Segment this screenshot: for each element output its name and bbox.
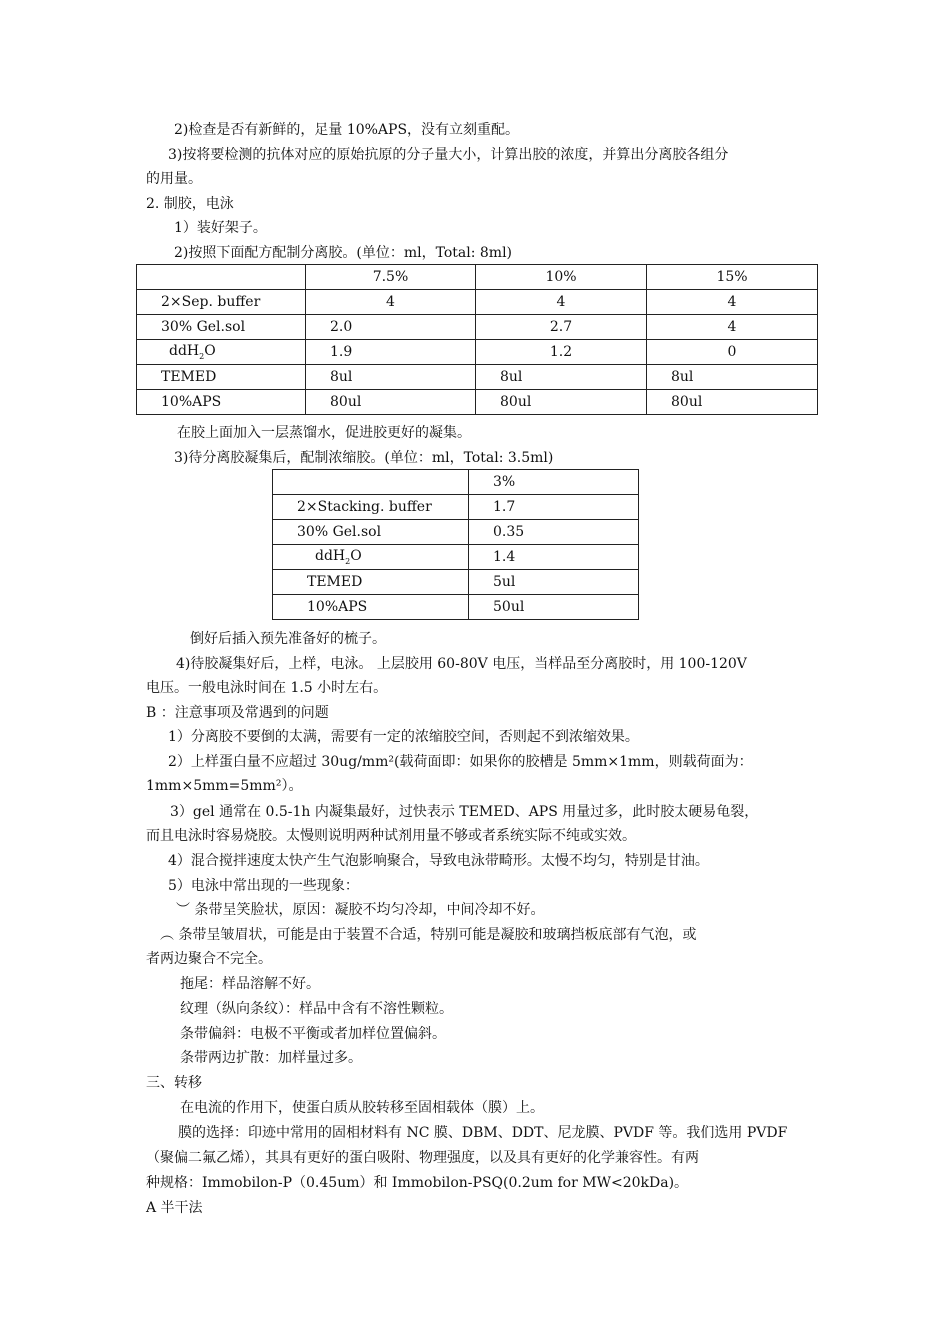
table-cell: 2.7 — [476, 315, 647, 340]
note-item-3-line2: 而且电泳时容易烧胶。太慢则说明两种试剂用量不够或者系统实际不纯或实效。 — [146, 828, 636, 844]
note-item-1: 1）分离胶不要倒的太满，需要有一定的浓缩胶空间，否则起不到浓缩效果。 — [168, 729, 639, 745]
section-heading-semi-dry: A 半干法 — [146, 1200, 203, 1216]
table-cell: 5ul — [469, 570, 639, 595]
paragraph-calc-gel-line1: 3)按将要检测的抗体对应的原始抗原的分子量大小，计算出胶的浓度，并算出分离胶各组分 — [168, 147, 729, 163]
table-header-cell: 15% — [647, 265, 818, 290]
table-cell: 4 — [306, 290, 476, 315]
reagent-name-text: O — [204, 343, 216, 360]
note-item-3-line1: 3）gel 通常在 0.5-1h 内凝集最好，过快表示 TEMED、APS 用量过多，此时胶太硬易龟裂， — [170, 804, 759, 820]
table-row — [137, 315, 818, 340]
paragraph-calc-gel-line2: 的用量。 — [146, 171, 202, 187]
table-cell: 1.2 — [476, 340, 647, 365]
paragraph-loading-line1: 4)待胶凝集好后，上样，电泳。 上层胶用 60-80V 电压，当样品至分离胶时，用 100-120V — [176, 656, 747, 672]
table-cell: 1.9 — [306, 340, 476, 365]
subscript-text: 2 — [199, 351, 205, 361]
table-row — [273, 570, 639, 595]
table-header-cell: 10% — [476, 265, 647, 290]
table-header-cell: 3% — [469, 470, 639, 495]
reagent-name-text: ddH — [169, 343, 200, 360]
paragraph-membrane-line3: 种规格：Immobilon-P（0.45um）和 Immobilon-PSQ(0.2um for MW<20kDa)。 — [146, 1175, 689, 1191]
subscript-text: 2 — [345, 556, 351, 566]
table-header-cell — [137, 265, 306, 290]
section-heading-gel-electrophoresis: 2. 制胶，电泳 — [146, 196, 234, 212]
table-cell: 50ul — [469, 595, 639, 620]
table-row — [273, 520, 639, 545]
note-item-2-line1: 2）上样蛋白量不应超过 30ug/mm²(载荷面即：如果你的胶槽是 5mm×1mm，则载荷面为： — [168, 754, 753, 770]
paragraph-add-water: 在胶上面加入一层蒸馏水，促进胶更好的凝集。 — [177, 425, 471, 441]
reagent-name-cell: 2×Stacking. buffer — [273, 495, 469, 520]
phenomenon-smile: ︶ 条带呈笑脸状，原因：凝胶不均匀冷却，中间冷却不好。 — [176, 902, 545, 918]
reagent-name-cell: TEMED — [137, 365, 306, 390]
reagent-name-cell — [137, 340, 306, 365]
table-row — [273, 495, 639, 520]
table-row — [137, 290, 818, 315]
table-header-cell — [273, 470, 469, 495]
reagent-name-text: ddH — [315, 548, 346, 565]
table-header-row — [137, 265, 818, 290]
stacking-gel-table — [272, 469, 639, 620]
phenomenon-streaks: 纹理（纵向条纹）：样品中含有不溶性颗粒。 — [180, 1001, 453, 1017]
table-cell: 80ul — [476, 390, 647, 415]
section-heading-transfer: 三、转移 — [146, 1075, 202, 1091]
reagent-name-cell: 10%APS — [137, 390, 306, 415]
reagent-name-cell: 30% Gel.sol — [137, 315, 306, 340]
table-cell: 4 — [476, 290, 647, 315]
step-stacking-gel: 3)待分离胶凝集后，配制浓缩胶。(单位：ml，Total: 3.5ml) — [174, 450, 554, 466]
table-cell: 80ul — [306, 390, 476, 415]
phenomenon-frown-line1: ︵ 条带呈皱眉状，可能是由于装置不合适，特别可能是凝胶和玻璃挡板底部有气泡，或 — [160, 927, 697, 943]
paragraph-membrane-line1: 膜的选择：印迹中常用的固相材料有 NC 膜、DBM、DDT、尼龙膜、PVDF 等。我们选用 PVDF — [178, 1125, 788, 1141]
table-cell: 0 — [647, 340, 818, 365]
paragraph-loading-line2: 电压。一般电泳时间在 1.5 小时左右。 — [146, 680, 388, 696]
paragraph-membrane-line2: （聚偏二氟乙烯），其具有更好的蛋白吸附、物理强度，以及具有更好的化学兼容性。有两 — [146, 1150, 699, 1166]
table-header-cell: 7.5% — [306, 265, 476, 290]
step-install-frame: 1）装好架子。 — [174, 220, 267, 236]
reagent-name-text: O — [350, 548, 362, 565]
note-item-5: 5）电泳中常出现的一些现象： — [168, 878, 359, 894]
table-cell: 8ul — [647, 365, 818, 390]
phenomenon-spread: 条带两边扩散：加样量过多。 — [180, 1050, 362, 1066]
table-cell: 8ul — [476, 365, 647, 390]
paragraph-transfer-intro: 在电流的作用下，使蛋白质从胶转移至固相载体（膜）上。 — [180, 1100, 544, 1116]
phenomenon-tailing: 拖尾：样品溶解不好。 — [180, 976, 320, 992]
table-header-row — [273, 470, 639, 495]
table-row — [137, 340, 818, 365]
phenomenon-frown-line2: 者两边聚合不完全。 — [146, 951, 272, 967]
reagent-name-cell — [273, 545, 469, 570]
table-cell: 2.0 — [306, 315, 476, 340]
table-row — [137, 365, 818, 390]
table-cell: 4 — [647, 315, 818, 340]
table-row — [273, 595, 639, 620]
table-cell: 8ul — [306, 365, 476, 390]
reagent-name-cell: 30% Gel.sol — [273, 520, 469, 545]
paragraph-check-aps: 2)检查是否有新鲜的，足量 10%APS，没有立刻重配。 — [174, 122, 520, 138]
reagent-name-cell: TEMED — [273, 570, 469, 595]
table-cell: 1.7 — [469, 495, 639, 520]
section-heading-notes: B ：注意事项及常遇到的问题 — [146, 705, 329, 721]
table-cell: 4 — [647, 290, 818, 315]
note-item-2-line2: 1mm×5mm=5mm²）。 — [146, 778, 303, 794]
table-row — [273, 545, 639, 570]
table-row — [137, 390, 818, 415]
reagent-name-cell: 10%APS — [273, 595, 469, 620]
reagent-name-cell: 2×Sep. buffer — [137, 290, 306, 315]
phenomenon-skew: 条带偏斜：电极不平衡或者加样位置偏斜。 — [180, 1026, 446, 1042]
table-cell: 80ul — [647, 390, 818, 415]
note-item-4: 4）混合搅拌速度太快产生气泡影响聚合，导致电泳带畸形。太慢不均匀，特别是甘油。 — [168, 853, 709, 869]
paragraph-insert-comb: 倒好后插入预先准备好的梳子。 — [190, 631, 386, 647]
table-cell: 0.35 — [469, 520, 639, 545]
separating-gel-table — [136, 264, 818, 415]
step-separating-gel: 2)按照下面配方配制分离胶。(单位：ml，Total: 8ml) — [174, 245, 513, 261]
table-cell: 1.4 — [469, 545, 639, 570]
